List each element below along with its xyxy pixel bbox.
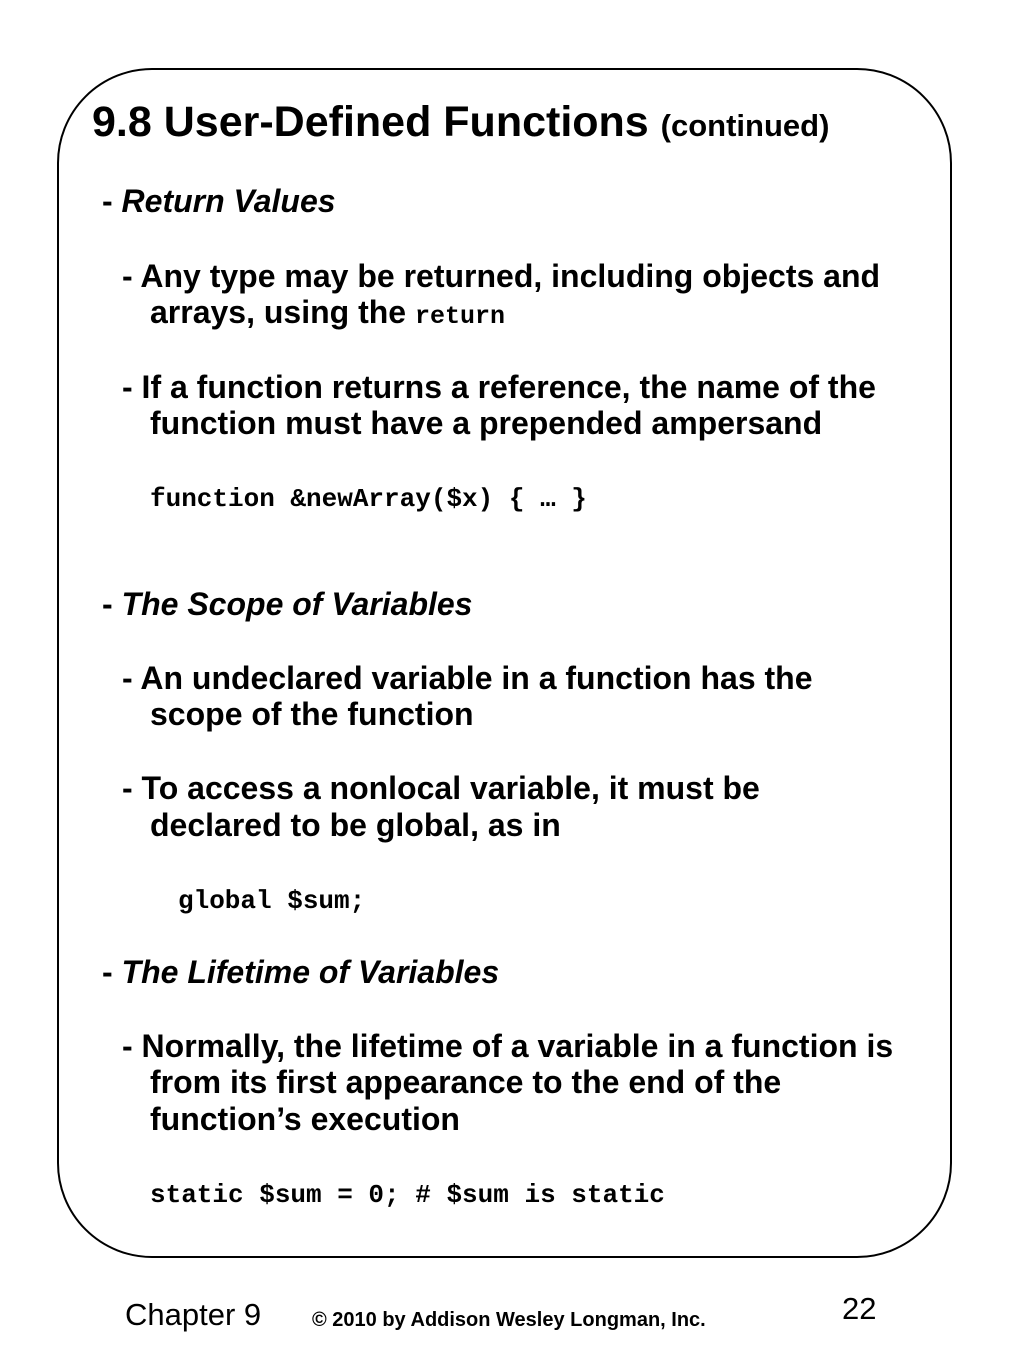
bullet-line [150,294,505,332]
section-heading-lifetime [102,954,499,990]
dash: - [102,954,113,990]
bullet-line: from its first appearance to the end of the [150,1064,782,1100]
page-number: 22 [842,1291,877,1326]
section-heading-scope [102,586,472,622]
heading-text: Return Values [121,183,336,219]
section-heading-return-values [102,183,336,219]
footer-copyright: © 2010 by Addison Wesley Longman, Inc. [312,1309,706,1331]
dash: - [102,586,113,622]
code-line: function &newArray($x) { … } [150,484,587,514]
bullet-line: - An undeclared variable in a function has the [122,660,813,696]
bullet-line: - Any type may be returned, including objects and [122,258,881,294]
bullet-line: function must have a prepended ampersand [150,405,823,441]
bullet-line: scope of the function [150,696,474,732]
bullet-text: arrays, using the [150,294,415,330]
bullet-line: function’s execution [150,1101,460,1137]
bullet-line: declared to be global, as in [150,807,561,843]
dash: - [102,183,113,219]
code-line: global $sum; [178,886,366,916]
heading-text: The Scope of Variables [121,586,473,622]
slide-title [92,97,829,151]
footer-chapter: Chapter 9 [125,1297,262,1332]
heading-text: The Lifetime of Variables [121,954,500,990]
code-line: static $sum = 0; # $sum is static [150,1180,665,1210]
bullet-line: - To access a nonlocal variable, it must be [122,770,760,806]
bullet-line: - If a function returns a reference, the name of the [122,369,876,405]
title-suffix: (continued) [660,108,830,143]
title-main: 9.8 User-Defined Functions [92,98,649,146]
inline-code: return [414,302,505,331]
bullet-line: - Normally, the lifetime of a variable in a function is [122,1028,894,1064]
